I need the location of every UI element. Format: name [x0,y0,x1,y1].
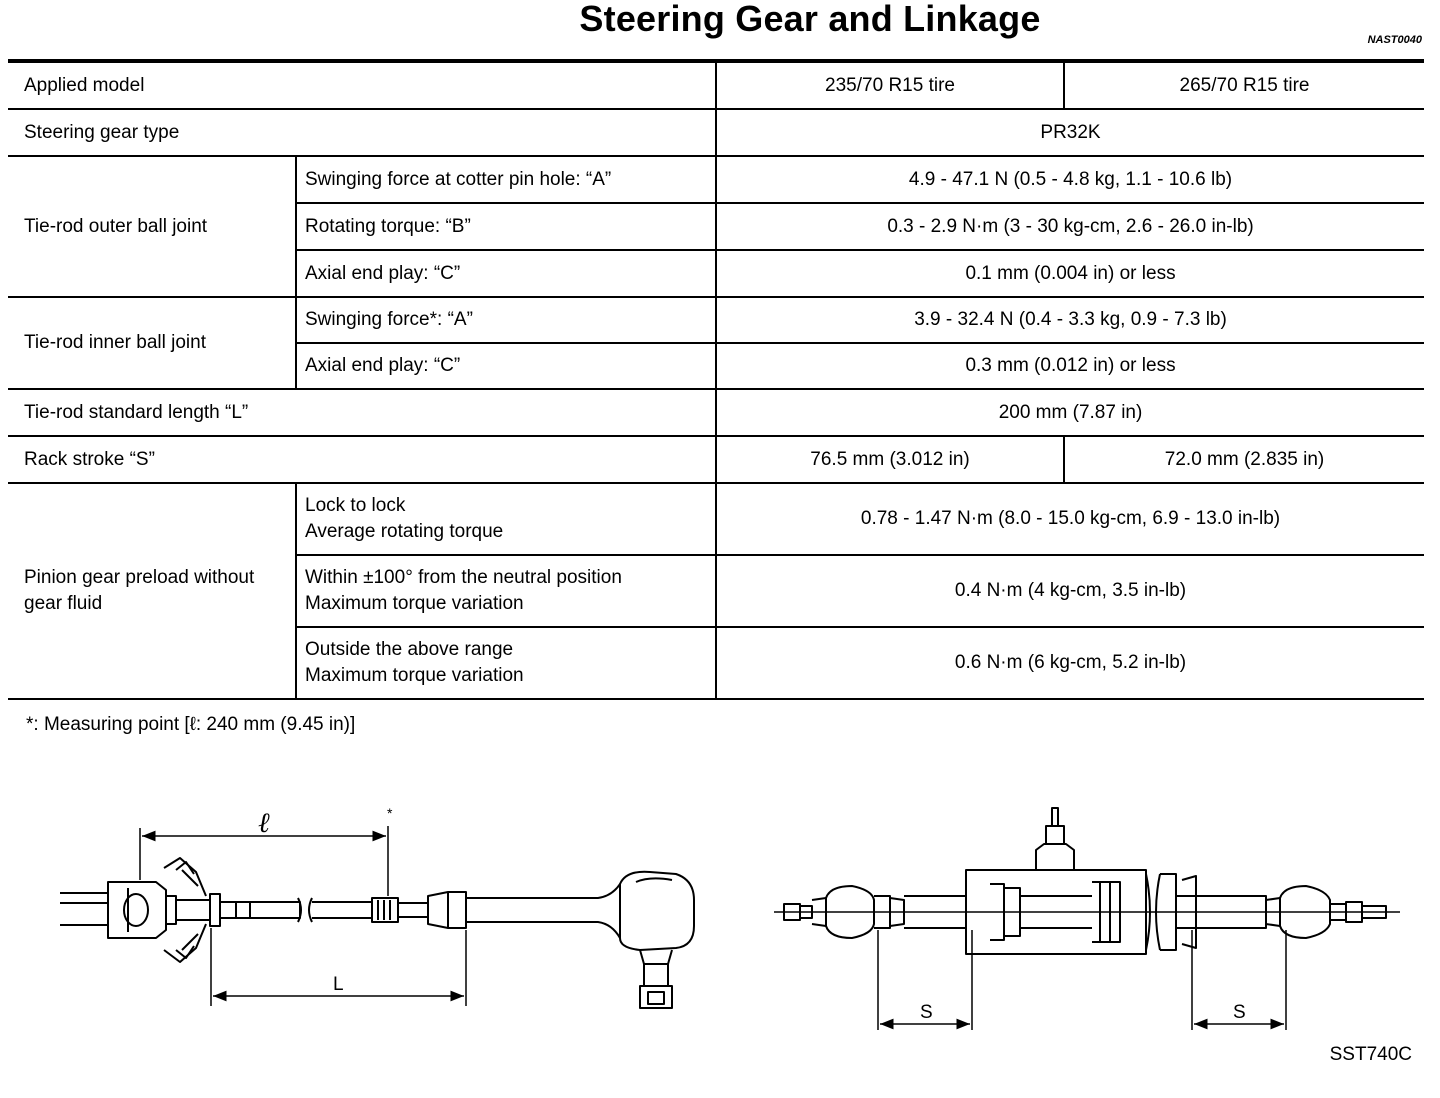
pinion-lock-item [296,483,716,555]
document-code: NAST0040 [1367,34,1422,46]
S-label-right: S [1233,1002,1246,1023]
pinion-outside-item-line1: Outside the above range [305,639,514,660]
star-label: * [387,805,393,821]
gear-type-label: Steering gear type [8,109,716,156]
outer-swinging-value: 4.9 - 47.1 N (0.5 - 4.8 kg, 1.1 - 10.6 lb) [716,156,1424,203]
page-title: Steering Gear and Linkage [579,0,1041,39]
pinion-outside-item [296,627,716,699]
outer-axial-value: 0.1 mm (0.004 in) or less [716,250,1424,297]
pinion-neutral-item-line2: Maximum torque variation [305,593,524,614]
inner-axial-value: 0.3 mm (0.012 in) or less [716,343,1424,389]
row-pinion-lock [8,483,1424,555]
ell-label: ℓ [258,806,270,839]
inner-swinging-item: Swinging force*: “A” [296,297,716,343]
inner-ball-joint-label: Tie-rod inner ball joint [8,297,296,389]
tie-rod-length-label: Tie-rod standard length “L” [8,389,716,436]
row-rack-stroke [8,436,1424,483]
tie-rod-length-value: 200 mm (7.87 in) [716,389,1424,436]
row-tie-rod-length [8,389,1424,436]
L-label: L [333,974,344,995]
rack-stroke-col2: 72.0 mm (2.835 in) [1064,436,1424,483]
outer-rotating-item: Rotating torque: “B” [296,203,716,250]
row-outer-swinging [8,156,1424,203]
pinion-neutral-value: 0.4 N·m (4 kg-cm, 3.5 in-lb) [716,555,1424,627]
S-label-left: S [920,1002,933,1023]
outer-ball-joint-label: Tie-rod outer ball joint [8,156,296,297]
tie-rod-drawing [60,826,694,1008]
applied-model-label: Applied model [8,62,716,109]
row-inner-swinging [8,297,1424,343]
rack-stroke-col1: 76.5 mm (3.012 in) [716,436,1064,483]
pinion-outside-item-line2: Maximum torque variation [305,665,524,686]
outer-rotating-value: 0.3 - 2.9 N·m (3 - 30 kg-cm, 2.6 - 26.0 in-lb) [716,203,1424,250]
inner-swinging-value: 3.9 - 32.4 N (0.4 - 3.3 kg, 0.9 - 7.3 lb) [716,297,1424,343]
steering-gear-drawing [774,808,1400,1030]
outer-swinging-item: Swinging force at cotter pin hole: “A” [296,156,716,203]
figure-code: SST740C [1329,1044,1412,1065]
outer-axial-item: Axial end play: “C” [296,250,716,297]
pinion-preload-label: Pinion gear preload without gear fluid [8,483,296,699]
row-gear-type [8,109,1424,156]
inner-axial-item: Axial end play: “C” [296,343,716,389]
row-applied-model [8,62,1424,109]
spec-table [8,61,1424,700]
pinion-neutral-item-line1: Within ±100° from the neutral position [305,567,622,588]
gear-type-value: PR32K [716,109,1424,156]
pinion-lock-value: 0.78 - 1.47 N·m (8.0 - 15.0 kg-cm, 6.9 - 13.0 in-lb) [716,483,1424,555]
footnote: *: Measuring point [ℓ: 240 mm (9.45 in)] [26,714,356,735]
pinion-lock-item-line1: Lock to lock [305,495,406,516]
applied-model-col1: 235/70 R15 tire [716,62,1064,109]
pinion-neutral-item [296,555,716,627]
pinion-outside-value: 0.6 N·m (6 kg-cm, 5.2 in-lb) [716,627,1424,699]
pinion-lock-item-line2: Average rotating torque [305,521,504,542]
applied-model-col2: 265/70 R15 tire [1064,62,1424,109]
rack-stroke-label: Rack stroke “S” [8,436,716,483]
steering-linkage-figure [0,780,1440,1098]
